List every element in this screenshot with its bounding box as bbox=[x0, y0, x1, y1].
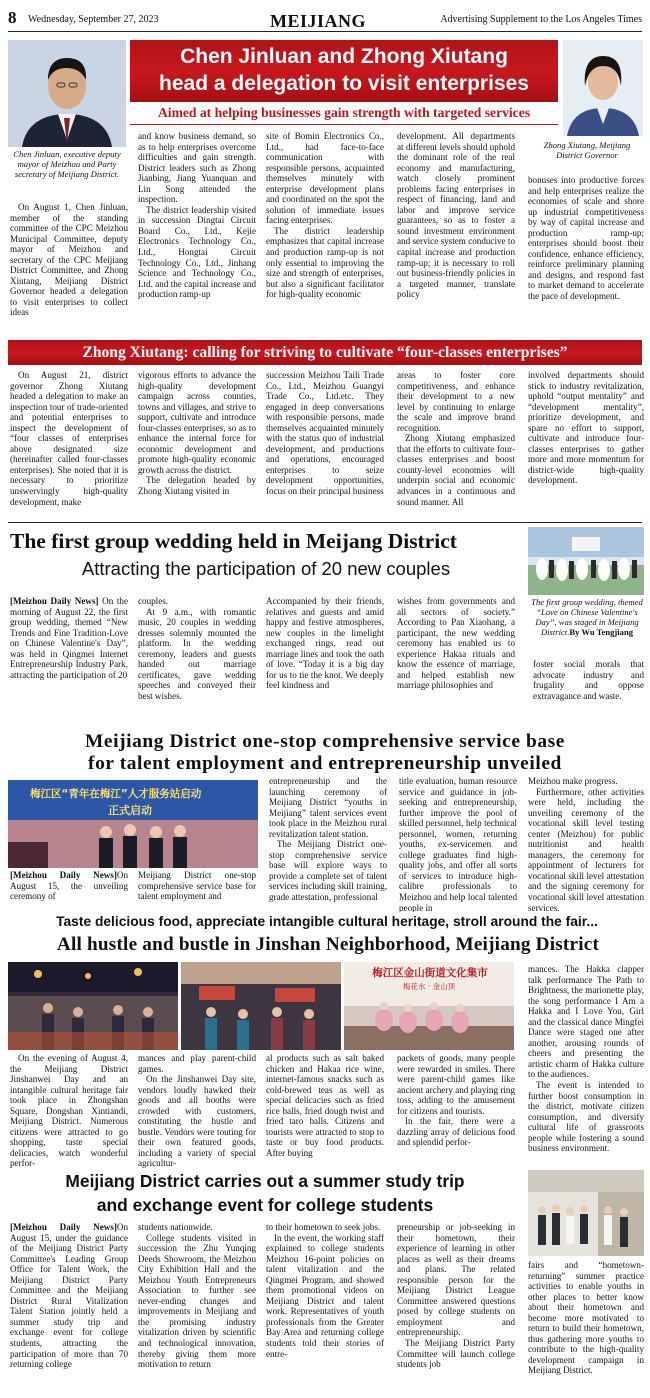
story6-col2: students nationwide. College students visited in succession the Zhu Yunqing Deeds Showroom, the Meizhou City Exhibition Hall and the Meizhou Youth Entrepreneurs Association to further see never-ending changes and improvements in Meijiang and the promising industry vitalization driven by scientific and technological innovation, thereby giving them more motivation to return bbox=[138, 1222, 256, 1370]
story3-headline: The first group wedding held in Meijang District bbox=[10, 529, 457, 553]
story5-col3: al products such as salt baked chicken and Hakaa rice wine, internet-famous snacks such as cold-brewed teas as well as special delicacies such as fried rice balls, fried dough twist and fried taro balls. Citizens and tourists were attracted to stop to taste or buy food products. After buying bbox=[266, 1053, 384, 1158]
fair-photo-2 bbox=[181, 962, 341, 1050]
story2-bottom-rule bbox=[8, 522, 642, 523]
caption-chen-jinluan: Chen Jinluan, executive deputy mayor of Meizhou and Party secretary of Meijiang District. bbox=[13, 149, 121, 179]
story1-headline-line2: head a delegation to visit enterprises bbox=[159, 72, 529, 95]
story5-kicker: Taste delicious food, appreciate intangible cultural heritage, stroll around the fair... bbox=[56, 914, 598, 929]
story1-subhead: Aimed at helping businesses gain strength with targeted services bbox=[157, 105, 531, 120]
story4-col5: Meizhou make progress. Furthermore, other activities were held, including the unveiling ceremony of the vocational skill level testing center (Meizhou) for public nutritionist and health managers, the ceremony for appointment of lecturers for vocational skill level attestation and the signing ceremony for vocational skill level attestation services. bbox=[528, 776, 644, 912]
story2-col4: areas to foster core competitiveness, and enhance their development to a new level by continuing to enlarge the scale and improve brand recognition. Zhong Xiutang emphasized that the efforts to cultivate four-classes enterprises and boost county-level economies will underpin social and economic advances in a continuous and sound manner. All bbox=[397, 370, 515, 507]
masthead-rule bbox=[8, 31, 642, 32]
masthead bbox=[8, 8, 642, 38]
story6-headline-line2: and exchange event for college students bbox=[96, 1195, 434, 1215]
story3-col5: foster social morals that advocate industry and frugality and oppose extravagance and waste. bbox=[533, 659, 644, 701]
story5-headline: All hustle and bustle in Jinshan Neighborhood, Meijiang District bbox=[56, 934, 600, 955]
story4-dateline: [Meizhou Daily News] bbox=[10, 870, 117, 880]
page-number: 8 bbox=[8, 8, 17, 27]
story4-headline-line1: Meijiang District one-stop comprehensive service base bbox=[84, 731, 566, 752]
wedding-photo bbox=[528, 527, 644, 595]
fair-photo-3 bbox=[344, 962, 514, 1050]
fair-banner-subtext: 梅花水 · 金山顶 bbox=[402, 982, 456, 991]
story1-col4: development. All departments at different levels should uphold the dominant role of the real economy and manufacturing, watch closely prominent problems facing enterprises in respect of financing, land and labor and improve service guarantees, so as to foster a sound investment environment and service system conducive to capital increase and production ramp-up; it is necessary to roll out business-friendly policies in a targeted manner, translate policy bbox=[397, 131, 515, 300]
story2-headline-band bbox=[8, 340, 642, 365]
story1-col5: bonuses into productive forces and help enterprises realize the economies of scale and shore up industrial competitiveness by way of capital increase and production ramp-up; enterprises should boost their confidence, enhance efficiency, reinforce preliminary planning and designs, and respond fast to market demand to accelerate the pace of development. bbox=[528, 175, 644, 302]
story4-col4: title evaluation, human resource service and guidance in job-seeking and entrepreneurship, further improve the pool of skilled personnel, help technical personnel, women, returning youths, ex-servicemen and college graduates find high-quality jobs, and offer all sorts of services to introduce high-calibre professionals to Meizhou and help local talented people in bbox=[399, 776, 517, 912]
story3-subhead: Attracting the participation of 20 new couples bbox=[81, 558, 451, 579]
story2-col5: involved departments should stick to industry revitalization, uphold “output mentality” and “development mentality”, prioritize development, and spare no effort to support, cultivate and introduce four-classes enterprises to gather more and more momentum for district-wide high-quality development. bbox=[528, 370, 644, 486]
story1-subhead-rule bbox=[130, 124, 558, 125]
story2-col2: vigorous efforts to advance the high-quality development campaign across counties, towns and villages, and strive to support, cultivate and introduce four-classes enterprises, so as to enhance the internal force for economic development and promote high-quality economic growth across the district. The delegation headed by Zhong Xiutang visited in bbox=[138, 370, 256, 497]
story6-headline-line1: Meijiang District carries out a summer study trip bbox=[65, 1171, 465, 1191]
caption-zhong-xiutang: Zhong Xiutang, Meijiang District Governor bbox=[543, 140, 631, 160]
story3-col2: couples. At 9 a.m., with romantic music, 20 couples in wedding dresses solemnly mounted the platform. In the wedding ceremony, leaders and guests handed out marriage certificates, gave wedding speeches and conveyed their best wishes. bbox=[138, 596, 256, 701]
story3-col4: wishes from governments and all sectors of society.” According to Pan Xiaohang, a participant, the new wedding ceremony has enabled us to experience Hakaa rituals and know the essence of marriage, and helped establish new marriage philosophies and bbox=[397, 596, 515, 691]
story6-col3: to their hometown to seek jobs. In the event, the working staff explained to college students Meizhou 16-point policies on talent vitalization and the Qingmei Program, and showed them promotional videos on Meijiang District and talent work. Representatives of youth professionals from the Greater Bay Area and returning college students told their stories of entre- bbox=[266, 1222, 384, 1359]
story5-col1: On the evening of August 4, the Meijiang District Jinshanwei Day and an intangible cultural heritage fair took place in Zhongshan Square, Dongshan Xintiandi, Meijiang District. Numerous citizens were attracted to go shopping, taste special delicacies, watch wonderful perfor- bbox=[10, 1053, 128, 1168]
portrait-zhong-xiutang bbox=[563, 40, 643, 136]
story3-col1: [Meizhou Daily News] On the morning of August 22, the first group wedding, themed “New Trends and Fine Tradition-Love on Chinese Valentine's Day”, was held in Qingmei Internet Entrepreneurship Industry Park, attracting the participation of 20 bbox=[10, 596, 128, 680]
fair-photo-1 bbox=[8, 962, 178, 1050]
story2-col3: succession Meizhou Taili Trade Co., Ltd., Meizhou Guangyi Trade Co., Ltd.etc. They engaged in deep conversations with responsible persons, made themselves acquainted minutely with the status quo of industrial development, and productions and operations, encouraged enterprises to seize development opportunities, focus on their principal business bbox=[266, 370, 384, 497]
story5-col2: mances and play parent-child games. On the Jinshanwei Day site, vendors loudly hawked their goods and all booths were crowded with customers, constituting the hustle and bustle. Vendors were touting for their own featured goods, including a variety of special agricultur- bbox=[138, 1053, 256, 1168]
fair-banner-text: 梅江区金山街道文化集市 bbox=[372, 967, 488, 979]
study-trip-photo bbox=[528, 1170, 644, 1256]
story4-col3: entrepreneurship and the launching ceremony of Meijiang District “youths in Meijiang” talent services event took place in the Meizhou rural revitalization talent station. The Meijiang District one-stop comprehensive service base will explore ways to provide a complete set of talent services including skill training, grade attestation, professional bbox=[269, 776, 387, 903]
publication-title: MEIJIANG bbox=[270, 11, 367, 31]
wedding-caption: The first group wedding, themed “Love on Chinese Valentine's Day”, was staged in Meijiang District.By Wu Tengjiang bbox=[531, 597, 643, 637]
story4-col2: Meijiang District one-stop comprehensive service base for talent employment and bbox=[138, 870, 256, 902]
service-base-photo bbox=[8, 780, 258, 868]
service-base-banner-text: 梅江区“青年在梅江”人才服务站启动 bbox=[30, 788, 202, 800]
portrait-chen-jinluan bbox=[8, 40, 126, 147]
service-base-banner-text-2: 正式启动 bbox=[108, 804, 152, 817]
story1-col3: site of Bomin Electronics Co., Ltd., had face-to-face communication with responsible persons, acquainted themselves minutely with enterprise development plans and coordinated on the spot the solution of immediate issues facing enterprises. The district leadership emphasizes that capital increase and production ramp-up is not only essential to improving the size and strength of enterprises, but also a significant facilitator for high-quality economic bbox=[266, 131, 384, 300]
story6-dateline: [Meizhou Daily News] bbox=[10, 1222, 117, 1232]
story6-col5: fairs and “hometown-returning” summer practice activities to enable youths in other places to better know about their hometown and become more motivated to return to build their hometown, thus gathering more youths to contribute to the high-quality development campaign in Meijiang District. bbox=[528, 1260, 644, 1376]
story4-col1: [Meizhou Daily News]On August 15, the unveiling ceremony of bbox=[10, 870, 128, 902]
photo-credit: By Wu Tengjiang bbox=[569, 627, 634, 637]
story3-dateline: [Meizhou Daily News] bbox=[10, 596, 99, 606]
story1-col2: and know business demand, so as to help enterprises overcome difficulties and gain strength. District leaders such as Zhong Jianbing, Jiang Yuanquan and Lin Song attended the inspection. The district leadership visited in succession Dingtai Circuit Board Co., Ltd., Kejie Electronics Technology Co., Ltd., Hongtai Circuit Technology Co., Ltd., Jinhang Science and Technology Co., Ltd. and the capital increase and production ramp-up bbox=[138, 131, 256, 300]
story6-col1: [Meizhou Daily News]On August 15, under the guidance of the Meijiang District Party Committee's Leading Group Office for Talent Work, the Meijiang District Party Committee and the Meijiang District Rural Vitalization Talent Station jointly held a summer study trip and exchange event for college students, attracting the participation of more than 70 returning college bbox=[10, 1222, 128, 1370]
story5-col-right: mances. The Hakka clapper talk performance The Path to Brightness, the marionette play, the song performance I Am a Hakka and I Love You, Girl and the classical dance Mingfei Dance were staged one after another, arousing rounds of cheers and presenting the artistic charm of Hakka culture to the audiences. The event is intended to further boost consumption in the district, motivate citizen consumption, and diversify cultural life of grassroots people while fostering a sound business environment. bbox=[528, 964, 644, 1154]
story1-headline-band bbox=[130, 40, 558, 102]
story1-col1: On August 1, Chen Jinluan, member of the standing committee of the CPC Meizhou Municipal Committee, deputy mayor of Meizhou and secretary of the CPC Meijiang District Committee, and Zhong Xiutang, Meijiang District Governor headed a delegation to visit enterprises to collect ideas bbox=[10, 202, 128, 318]
story5-col4: packets of goods, many people were rewarded in smiles. There were parent-child games like ancient archery and playing ring toss, adding to the amusement for citizens and tourists. In the fair, there were a dazzling array of delicious food and splendid perfor- bbox=[397, 1053, 515, 1148]
story2-col1: On August 21, district governor Zhong Xiutang headed a delegation to make an inspection tour of trade-oriented and potential enterprises to inspect the development of “four classes of enterprises above designated size (hereinafter called four-classes enterprises). She noted that it is necessary to prioritize unswervingly high-quality development, make bbox=[10, 370, 128, 507]
story1-headline-line1: Chen Jinluan and Zhong Xiutang bbox=[180, 45, 508, 68]
supplement-label: Advertising Supplement to the Los Angeles Times bbox=[440, 14, 642, 25]
story6-col4: preneurship or job-seeking in their hometown, their experience of learning in other places as well as their dreams and plans. The related responsible person for the Meijiang District League Committee answered questions posed by college students on employment and entrepreneurship. The Meijiang District Party Committee will launch college students job bbox=[397, 1222, 515, 1370]
story4-headline-line2: for talent employment and entrepreneurship unveiled bbox=[88, 753, 562, 774]
issue-date: Wednesday, September 27, 2023 bbox=[28, 14, 159, 25]
story2-headline: Zhong Xiutang: calling for striving to cultivate “four-classes enterprises” bbox=[82, 344, 568, 361]
story3-col3: Accompanied by their friends, relatives and guests and amid happy and festive atmospheres, new couples in the limelight exchanged rings, read out marriage lines and took the oath of love. “Today it is a big day for us to tie the knot. We deeply feel kindness and bbox=[266, 596, 384, 691]
